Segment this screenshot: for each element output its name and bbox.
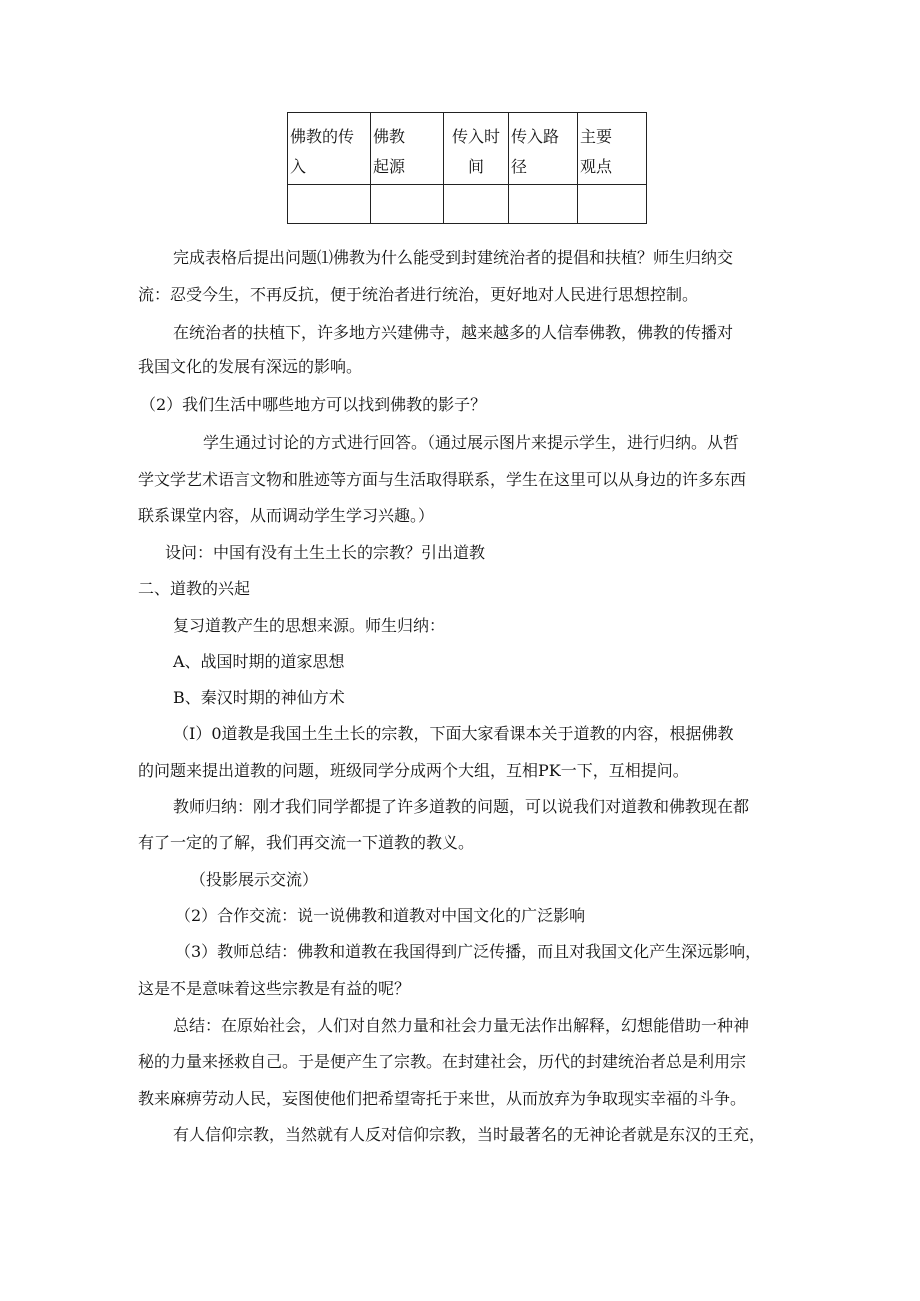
paragraph-line: 有了一定的了解，我们再交流一下道教的教义。 bbox=[138, 833, 475, 852]
paragraph-line: 设问：中国有没有土生土长的宗教？引出道教 bbox=[165, 543, 486, 562]
paragraph-line: 有人信仰宗教，当然就有人反对信仰宗教，当时最著名的无神论者就是东汉的王充， bbox=[173, 1125, 766, 1144]
section-heading: 二、道教的兴起 bbox=[138, 579, 251, 598]
paragraph-line: 在统治者的扶植下，许多地方兴建佛寺，越来越多的人信奉佛教，佛教的传播对 bbox=[173, 323, 734, 342]
cell-text: 传入路 bbox=[511, 127, 560, 146]
table-header-row bbox=[288, 113, 647, 185]
table-cell bbox=[371, 113, 444, 185]
paragraph-line: 这是不是意味着这些宗教是有益的呢？ bbox=[138, 979, 411, 998]
table-cell bbox=[578, 185, 647, 224]
table-empty-row bbox=[288, 185, 647, 224]
cell-text: 入 bbox=[290, 157, 307, 176]
table-cell bbox=[444, 113, 509, 185]
paragraph-line: 我国文化的发展有深远的影响。 bbox=[138, 357, 363, 376]
cell-text: 佛教 bbox=[373, 127, 406, 146]
cell-text: 传入时 bbox=[451, 127, 500, 146]
paragraph-line: （3）教师总结：佛教和道教在我国得到广泛传播，而且对我国文化产生深远影响， bbox=[175, 942, 762, 961]
paragraph-line: 教来麻痹劳动人民，妄图使他们把希望寄托于来世，从而放弃为争取现实幸福的斗争。 bbox=[138, 1089, 747, 1108]
cell-text: 主要 bbox=[580, 127, 613, 146]
paragraph-line: 流：忍受今生，不再反抗，便于统治者进行统治，更好地对人民进行思想控制。 bbox=[138, 285, 699, 304]
cell-text: 佛教的传 bbox=[290, 127, 355, 146]
cell-text: 间 bbox=[467, 157, 484, 176]
list-item: B、秦汉时期的神仙方术 bbox=[173, 688, 345, 707]
cell-text: 径 bbox=[511, 157, 528, 176]
paragraph-line: 学生通过讨论的方式进行回答。（通过展示图片来提示学生，进行归纳。从哲 bbox=[203, 433, 740, 452]
cell-text: 起源 bbox=[373, 157, 406, 176]
paragraph-line: 联系课堂内容，从而调动学生学习兴趣。） bbox=[138, 506, 435, 525]
table-cell bbox=[288, 185, 371, 224]
paragraph-line: 教师归纳：刚才我们同学都提了许多道教的问题，可以说我们对道教和佛教现在都 bbox=[173, 797, 750, 816]
paragraph-line: 秘的力量来拯救自己。于是便产生了宗教。在封建社会，历代的封建统治者总是利用宗 bbox=[138, 1052, 747, 1071]
table-cell bbox=[371, 185, 444, 224]
paragraph-line: （投影展示交流） bbox=[190, 870, 319, 889]
table-cell bbox=[509, 113, 578, 185]
paragraph-line: （2）我们生活中哪些地方可以找到佛教的影子？ bbox=[140, 395, 487, 414]
paragraph-line: 复习道教产生的思想来源。师生归纳： bbox=[173, 616, 446, 635]
paragraph-line: 完成表格后提出问题⑴佛教为什么能受到封建统治者的提倡和扶植？师生归纳交 bbox=[173, 248, 734, 267]
table-cell bbox=[509, 185, 578, 224]
paragraph-line: 学文学艺术语言文物和胜迹等方面与生活取得联系，学生在这里可以从身边的许多东西 bbox=[138, 470, 747, 489]
paragraph-line: （I）0道教是我国土生土长的宗教，下面大家看课本关于道教的内容，根据佛教 bbox=[173, 724, 734, 743]
cell-text: 观点 bbox=[580, 157, 613, 176]
table-cell bbox=[444, 185, 509, 224]
table-cell bbox=[578, 113, 647, 185]
buddhism-introduction-table bbox=[287, 112, 647, 224]
paragraph-line: （2）合作交流：说一说佛教和道教对中国文化的广泛影响 bbox=[175, 906, 586, 925]
table-cell bbox=[288, 113, 371, 185]
paragraph-line: 总结：在原始社会，人们对自然力量和社会力量无法作出解释，幻想能借助一种神 bbox=[173, 1016, 750, 1035]
list-item: A、战国时期的道家思想 bbox=[173, 652, 345, 671]
paragraph-line: 的问题来提出道教的问题，班级同学分成两个大组，互相PK一下，互相提问。 bbox=[138, 761, 689, 780]
